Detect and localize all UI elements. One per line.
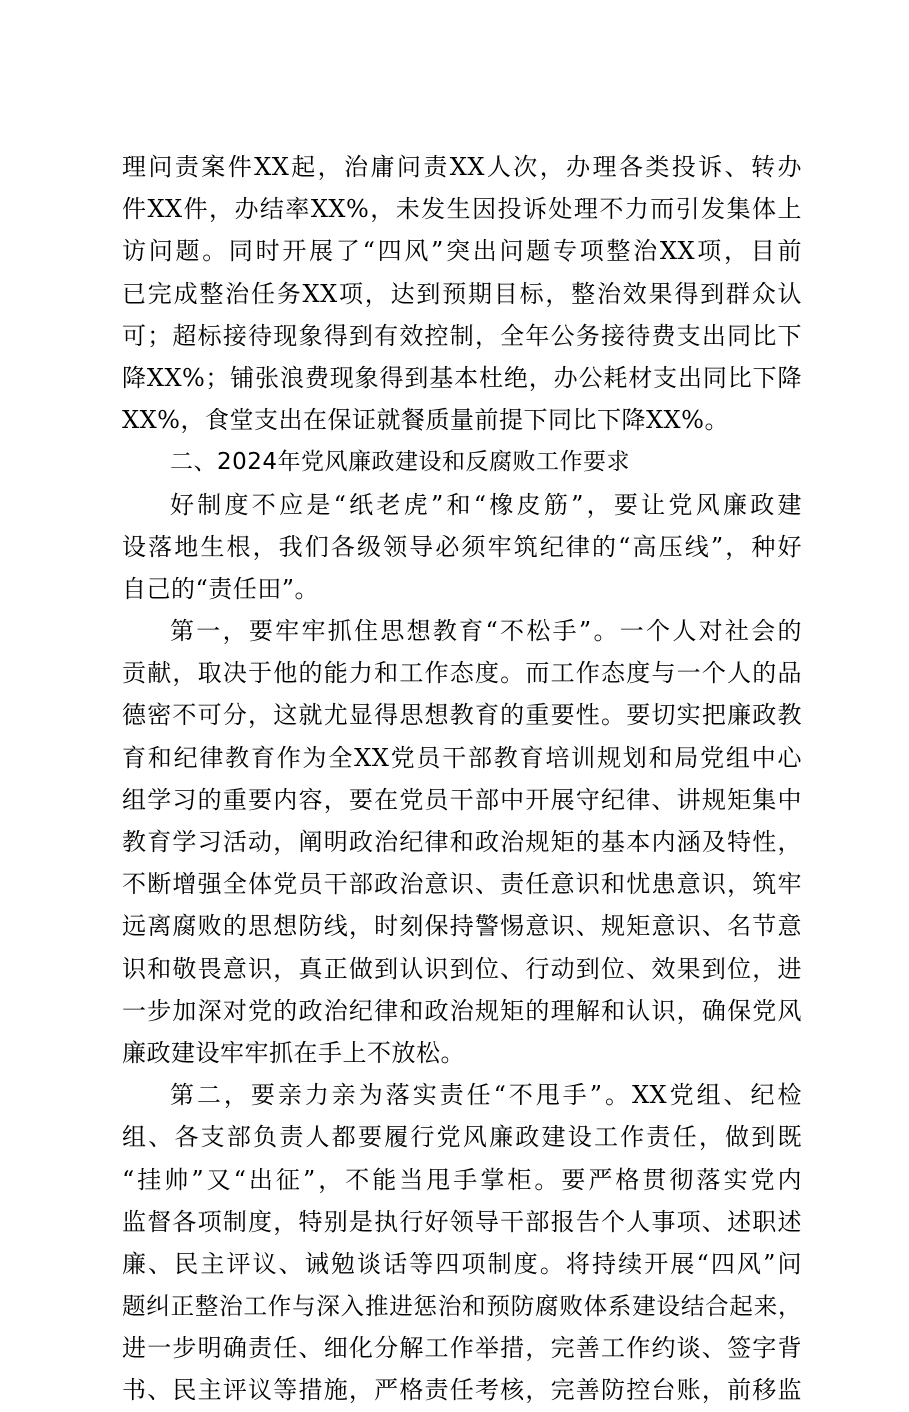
body-line: 远离腐败的思想防线，时刻保持警惕意识、规矩意识、名节意 [122, 912, 802, 941]
body-line: 件XX件，办结率XX%，未发生因投诉处理不力而引发集体上 [122, 195, 802, 224]
body-line: 组学习的重要内容，要在党员干部中开展守纪律、讲规矩集中 [122, 785, 802, 814]
document-body [122, 146, 802, 1412]
body-line: 教育学习活动，阐明政治纪律和政治规矩的基本内涵及特性， [122, 828, 802, 856]
body-line: 题纠正整治工作与深入推进惩治和预防腐败体系建设结合起来， [122, 1292, 802, 1321]
body-line: XX%，食堂支出在保证就餐质量前提下同比下降XX%。 [122, 406, 729, 435]
body-line: 自己的“责任田”。 [122, 574, 320, 603]
body-line: 贡献，取决于他的能力和工作态度。而工作态度与一个人的品 [122, 659, 802, 688]
section-heading: 二、2024年党风廉政建设和反腐败工作要求 [170, 449, 631, 476]
paragraph-first-line: 第一，要牢牢抓住思想教育“不松手”。一个人对社会的 [170, 617, 802, 646]
body-line: 理问责案件XX起，治庸问责XX人次，办理各类投诉、转办 [122, 153, 802, 181]
body-line: “挂帅”又“出征”，不能当甩手掌柜。要严格贯彻落实党内 [122, 1165, 802, 1194]
paragraph-first-line: 第二，要亲力亲为落实责任“不甩手”。XX党组、纪检 [170, 1081, 802, 1110]
body-line: 降XX%；铺张浪费现象得到基本杜绝，办公耗材支出同比下降 [122, 363, 802, 392]
body-line: 育和纪律教育作为全XX党员干部教育培训规划和局党组中心 [122, 743, 802, 772]
body-line: 监督各项制度，特别是执行好领导干部报告个人事项、述职述 [122, 1207, 802, 1236]
body-line: 设落地生根，我们各级领导必须牢筑纪律的“高压线”，种好 [122, 532, 802, 561]
body-line: 廉政建设牢牢抓在手上不放松。 [122, 1038, 465, 1067]
body-line: 已完成整治任务XX项，达到预期目标，整治效果得到群众认 [122, 279, 802, 308]
body-line: 书、民主评议等措施，严格责任考核，完善防控台账，前移监 [122, 1376, 802, 1405]
body-line: 德密不可分，这就尤显得思想教育的重要性。要切实把廉政教 [122, 701, 802, 730]
body-line: 识和敬畏意识，真正做到认识到位、行动到位、效果到位，进 [122, 954, 802, 983]
body-line: 进一步明确责任、细化分解工作举措，完善工作约谈、签字背 [122, 1334, 802, 1363]
body-line: 廉、民主评议、诫勉谈话等四项制度。将持续开展“四风”问 [122, 1249, 802, 1278]
body-line: 不断增强全体党员干部政治意识、责任意识和忧患意识，筑牢 [122, 870, 802, 899]
body-line: 一步加深对党的政治纪律和政治规矩的理解和认识，确保党风 [122, 996, 802, 1025]
body-line: 访问题。同时开展了“四风”突出问题专项整治XX项，目前 [122, 237, 802, 266]
body-line: 组、各支部负责人都要履行党风廉政建设工作责任，做到既 [122, 1123, 802, 1152]
body-line: 可；超标接待现象得到有效控制，全年公务接待费支出同比下 [122, 321, 802, 350]
paragraph-first-line: 好制度不应是“纸老虎”和“橡皮筋”，要让党风廉政建 [170, 490, 802, 519]
